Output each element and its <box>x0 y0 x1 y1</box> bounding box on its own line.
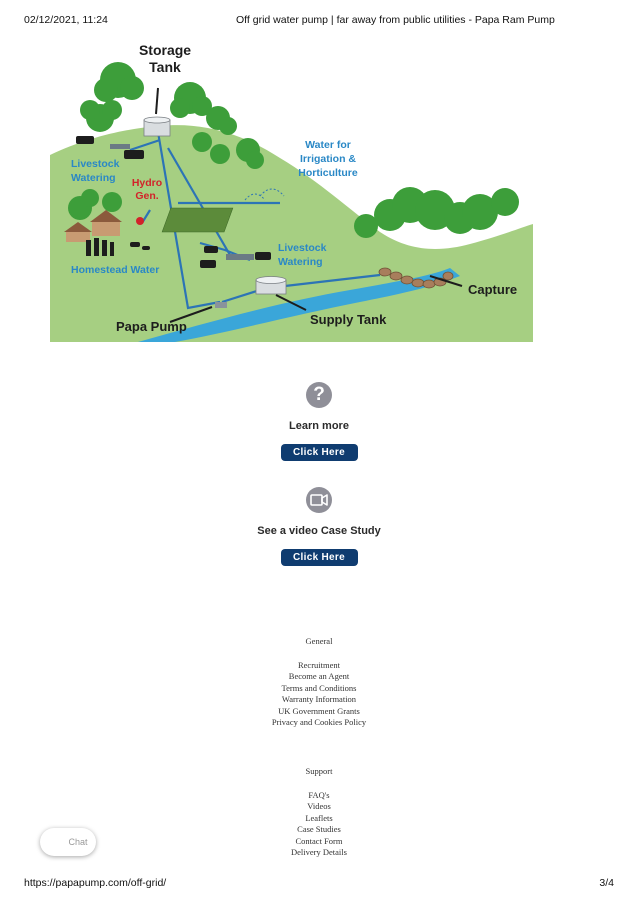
footer-support-heading: Support <box>305 766 333 776</box>
label-livestock-left-2: Watering <box>71 172 116 184</box>
print-page-number: 3/4 <box>599 877 614 889</box>
off-grid-system-diagram <box>50 40 533 342</box>
learn-more-section <box>0 382 638 461</box>
label-storage-tank-2: Tank <box>149 59 181 75</box>
footer-link-grants[interactable]: UK Government Grants <box>278 705 360 716</box>
question-icon: ? <box>306 382 332 408</box>
video-case-label: See a video Case Study <box>257 525 381 537</box>
hydro-gen-marker <box>136 217 144 225</box>
storage-tank <box>144 117 170 136</box>
trough-left <box>110 144 130 149</box>
learn-more-button[interactable]: Click Here <box>281 444 358 461</box>
label-water-for-3: Horticulture <box>298 167 358 179</box>
footer-link-terms[interactable]: Terms and Conditions <box>281 682 357 693</box>
label-hydro-gen-1: Hydro <box>131 177 163 189</box>
footer-link-videos[interactable]: Videos <box>307 801 331 812</box>
footer-link-delivery[interactable]: Delivery Details <box>291 847 347 858</box>
video-camera-icon <box>306 487 332 513</box>
footer-link-warranty[interactable]: Warranty Information <box>281 694 357 705</box>
video-case-section <box>0 487 638 566</box>
label-capture: Capture <box>468 282 518 297</box>
footer-link-case-studies[interactable]: Case Studies <box>297 824 341 835</box>
footer-link-leaflets[interactable]: Leaflets <box>305 812 333 823</box>
video-case-button[interactable]: Click Here <box>281 549 358 566</box>
label-livestock-mid-2: Watering <box>278 256 323 268</box>
footer-link-become-agent[interactable]: Become an Agent <box>288 671 350 682</box>
footer-link-contact-form[interactable]: Contact Form <box>295 835 343 846</box>
label-water-for-2: Irrigation & <box>299 153 357 165</box>
label-water-for-1: Water for <box>305 139 351 151</box>
label-storage-tank-1: Storage <box>138 42 192 58</box>
print-page-title: Off grid water pump | far away from public utilities - Papa Ram Pump <box>236 14 555 26</box>
chat-label: Chat <box>68 837 88 847</box>
print-datetime: 02/12/2021, 11:24 <box>24 14 108 26</box>
footer-link-recruitment[interactable]: Recruitment <box>297 660 340 670</box>
label-hydro-gen-2: Gen. <box>135 190 159 202</box>
footer-general-heading: General <box>305 636 333 646</box>
label-supply-tank: Supply Tank <box>310 312 387 327</box>
supply-tank <box>256 277 286 295</box>
footer-link-privacy[interactable]: Privacy and Cookies Policy <box>271 717 367 728</box>
trough-mid <box>226 254 254 260</box>
label-livestock-left-1: Livestock <box>71 158 120 170</box>
print-url: https://papapump.com/off-grid/ <box>24 877 167 889</box>
footer-general <box>0 636 638 728</box>
footer-link-faqs[interactable]: FAQ's <box>308 790 330 800</box>
learn-more-label: Learn more <box>289 420 349 432</box>
papa-pump-unit <box>215 302 227 308</box>
label-homestead-water: Homestead Water <box>71 264 160 276</box>
label-papa-pump: Papa Pump <box>116 319 187 334</box>
chat-button[interactable] <box>40 828 96 856</box>
label-livestock-mid-1: Livestock <box>278 242 327 254</box>
